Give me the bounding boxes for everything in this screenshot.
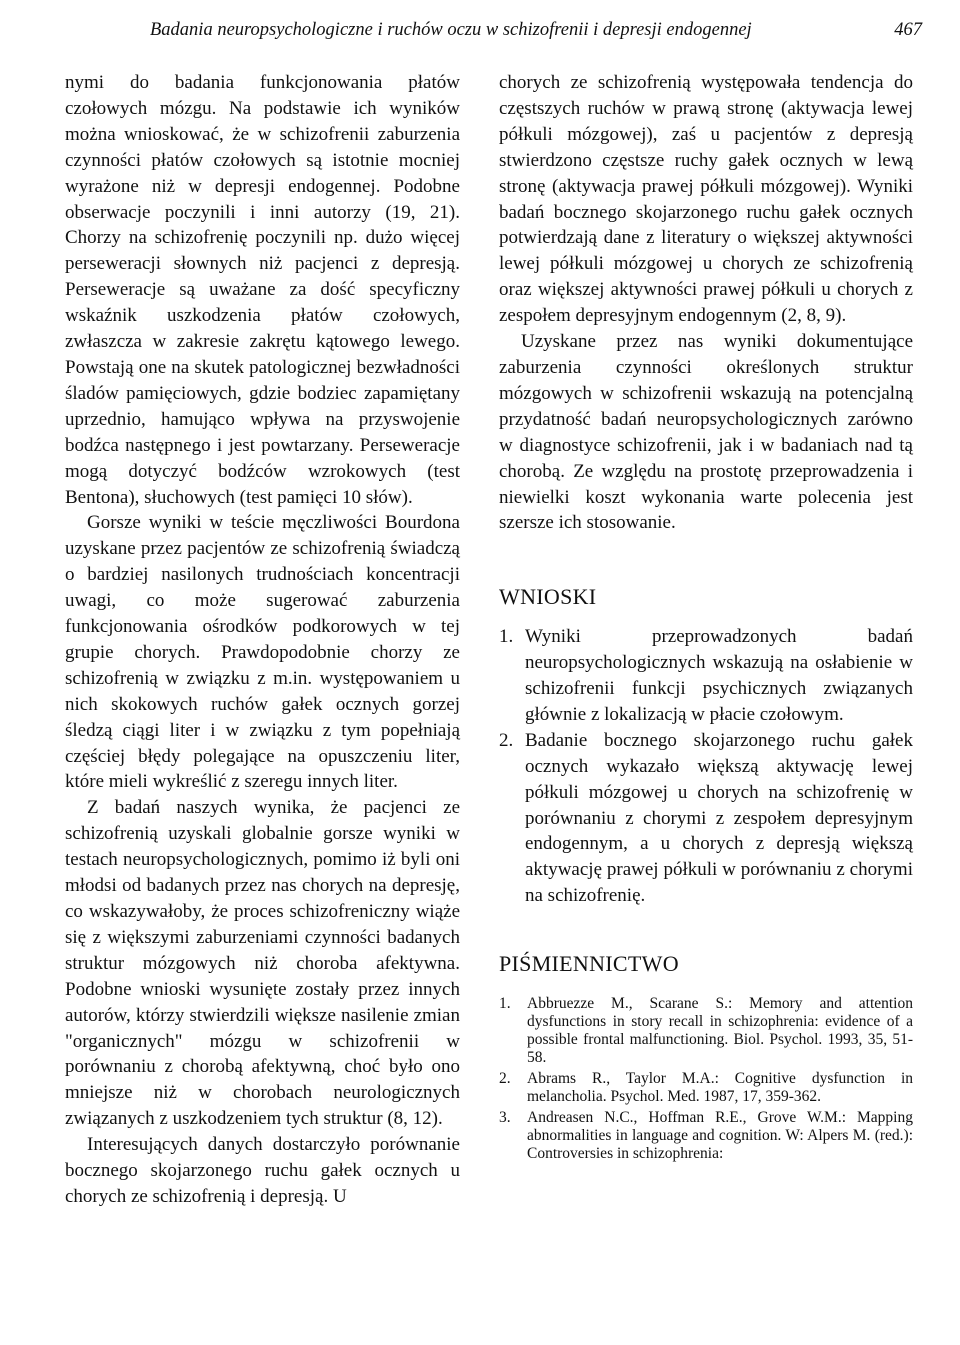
paragraph: Interesujących danych dostarczyło porównanie bocznego skojarzonego ruchu gałek ocznych u chorych ze schizofrenią i depresją. U <box>65 1134 460 1207</box>
left-column <box>65 70 460 1210</box>
paragraph: Gorsze wyniki w teście męczliwości Bourdona uzyskane przez pacjentów ze schizofrenią świadczą o bardziej nasilonych trudnościach koncentracji uwagi, co może sugerować zaburzenia funkcjonowania ośrodków podkorowych w tej grupie chorych. Prawdopodobnie chorzy ze schizofrenią w związku z m.in. występowaniem u nich skokowych ruchów gałek ocznych gorzej śledzą ciągi liter i w związku z tym popełniają częściej błędy polegające na opuszczeniu liter, które mieli wykreślić z szeregu innych liter. <box>65 512 460 793</box>
reference-number: 1. <box>499 995 511 1013</box>
references-heading: PIŚMIENNICTWO <box>499 951 679 977</box>
running-title: Badania neuropsychologiczne i ruchów oczu w schizofrenii i depresji endogennej <box>150 20 752 40</box>
reference-number: 3. <box>499 1109 511 1127</box>
conclusions-list <box>499 624 913 909</box>
reference-text: Abbruezze M., Scarane S.: Memory and attention dysfunctions in story recall in schizophrenia: evidence of a possible frontal malfunctioning. Biol. Psychol. 1993, 35, 51-58. <box>527 995 913 1067</box>
references-list <box>499 995 913 1163</box>
item-text: Badanie bocznego skojarzonego ruchu gałek ocznych wykazało większą aktywację lewej półkuli mózgowej u chorych na schizofrenię w porównaniu z chorymi z zespołem depresyjnym endogennym, a u chorych z depresją większą aktywację prawej półkuli w porównaniu z chorymi na schizofrenię. <box>525 729 913 907</box>
running-header <box>150 20 922 46</box>
reference-number: 2. <box>499 1070 511 1088</box>
item-text: Wyniki przeprowadzonych badań neuropsychologicznych wskazują na osłabienie w schizofrenii funkcji psychicznych związanych głównie z lokalizacją w płacie czołowym. <box>525 626 913 725</box>
page-number: 467 <box>894 20 922 40</box>
paragraph: nymi do badania funkcjonowania płatów czołowych mózgu. Na podstawie ich wyników można wnioskować, że w schizofrenii zaburzenia czynności płatów czołowych są istotnie mocniej wyrażone niż w depresji endogennej. Podobne obserwacje poczynili i inni autorzy (19, 21). Chorzy na schizofrenię poczynili np. dużo więcej perseweracji słownych niż pacjenci z depresją. Perseweracje są uważane za dość specyficzny wskaźnik uszkodzenia płatów czołowych, zwłaszcza w zakresie zakrętu kątowego lewego. Powstają one na skutek patologicznej bezwładności śladów pamięciowych, gdzie bodziec zapamiętany uprzednio, hamująco wpływa na przyswojenie bodźca następnego i jest powtarzany. Perseweracje mogą dotyczyć bodźców wzrokowych (test Bentona), słuchowych (test pamięci 10 słów). <box>65 72 460 508</box>
right-column <box>499 70 913 1166</box>
paragraph: chorych ze schizofrenią występowała tendencja do częstszych ruchów w prawą stronę (aktywacja lewej półkuli mózgowej), zaś u pacjentów z depresją stwierdzono częstsze ruchy gałek ocznych w lewą stronę (aktywacja prawej półkuli mózgowej). Wyniki badań bocznego skojarzonego ruchu gałek ocznych potwierdzają dane z literatury o większej aktywności lewej półkuli mózgowej u chorych ze schizofrenią oraz większej aktywności prawej półkuli u chorych z zespołem depresyjnym endogennym (2, 8, 9). <box>499 72 913 327</box>
reference-text: Abrams R., Taylor M.A.: Cognitive dysfunction in melancholia. Psychol. Med. 1987, 17, 359-362. <box>527 1070 913 1106</box>
list-item <box>499 728 913 909</box>
paragraph: Z badań naszych wynika, że pacjenci ze schizofrenią uzyskali globalnie gorsze wyniki w testach neuropsychologicznych, pomimo iż byli oni młodsi od badanych przez nas chorych na depresję, co wskazywałoby, że proces schizofreniczny wiąże się z większymi zaburzeniami czynności badanych struktur mózgowych niż choroba afektywna. Podobne wnioski wysunięte zostały przez innych autorów, którzy stwierdzili większe nasilenie zmian "organicznych" mózgu w schizofrenii w porównaniu z chorobą afektywną, choć było ono mniejsze niż w chorobach neurologicznych związanych z uszkodzeniem tych struktur (8, 12). <box>65 797 460 1130</box>
reference-text: Andreasen N.C., Hoffman R.E., Grove W.M.: Mapping abnormalities in language and cognition. W: Alpers M. (red.): Controversies in schizophrenia: <box>527 1109 913 1163</box>
paragraph: Uzyskane przez nas wyniki dokumentujące zaburzenia czynności określonych struktur mózgowych w schizofrenii wskazują na potencjalną przydatność badań neuropsychologicznych zarówno w diagnostyce schizofrenii, jak i w badaniach nad tą chorobą. Ze względu na prostotę przeprowadzenia i niewielki koszt wykonania warte polecenia jest szersze ich stosowanie. <box>499 331 913 534</box>
conclusions-heading: WNIOSKI <box>499 584 597 610</box>
reference-item <box>499 1070 913 1106</box>
list-item <box>499 624 913 728</box>
item-number: 1. <box>499 626 514 648</box>
item-number: 2. <box>499 729 514 751</box>
reference-item <box>499 995 913 1067</box>
reference-item <box>499 1109 913 1163</box>
